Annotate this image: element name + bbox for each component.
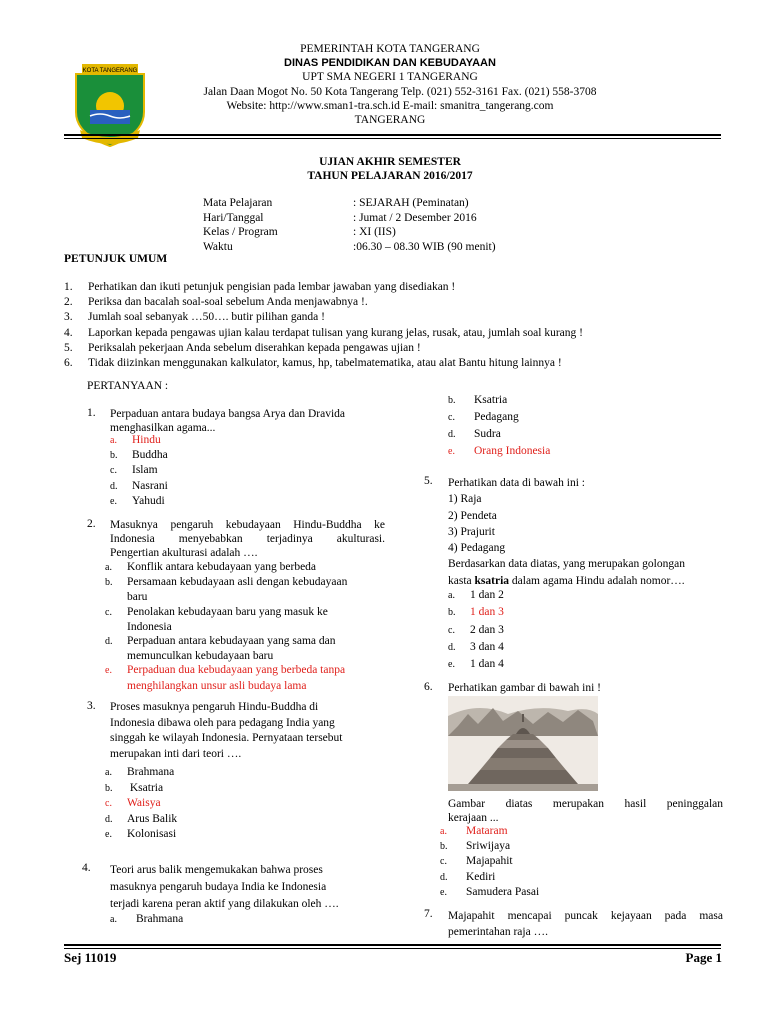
list-item: 5. Periksalah pekerjaan Anda sebelum diserahkan kepada pengawas ujian ! xyxy=(64,341,421,354)
option-d[interactable]: d. Nasrani xyxy=(110,479,168,492)
header-line6: TANGERANG xyxy=(354,114,426,126)
option-c[interactable]: c. Majapahit xyxy=(440,855,513,868)
question-4-options-continued xyxy=(448,392,550,460)
footer-divider-thin xyxy=(64,948,721,949)
list-item: 6. Tidak diizinkan menggunakan kalkulator, kamus, hp, tabelmatematika, atau alat Bantu hitung lainnya ! xyxy=(64,357,562,370)
question-text: 1) Raja xyxy=(448,493,482,506)
svg-text:KOTA TANGERANG: KOTA TANGERANG xyxy=(82,68,138,74)
kota-tangerang-logo xyxy=(72,60,148,150)
option-e[interactable]: e. Kolonisasi xyxy=(105,828,177,840)
option-b[interactable]: b. Buddha xyxy=(110,449,168,462)
option-c[interactable]: c. Islam xyxy=(110,464,158,477)
header-line2: DINAS PENDIDIKAN DAN KEBUDAYAAN xyxy=(284,57,496,69)
option-a[interactable]: a. Hindu xyxy=(110,434,161,446)
question-text: masuknya pengaruh budaya India ke Indonesia xyxy=(110,881,327,893)
question-text: singgah ke wilayah Indonesia. Pernyataan tersebut xyxy=(110,732,343,744)
question-text: Perpaduan antara budaya bangsa Arya dan Dravida xyxy=(110,408,346,420)
question-text: 2) Pendeta xyxy=(448,509,497,522)
option-e[interactable]: e. 1 dan 4 xyxy=(448,658,504,671)
petunjuk-list xyxy=(64,280,724,371)
option-b[interactable]: b. Sriwijaya xyxy=(440,840,511,853)
question-number: 1. xyxy=(87,407,96,419)
question-text: kerajaan ... xyxy=(448,812,499,825)
info-label: Waktu xyxy=(203,240,233,253)
option-e[interactable]: e. Orang Indonesia xyxy=(448,445,551,457)
petunjuk-heading: PETUNJUK UMUM xyxy=(64,253,168,265)
question-number: 7. xyxy=(424,908,433,920)
option-a[interactable]: a. Brahmana xyxy=(105,766,175,778)
question-number: 3. xyxy=(87,700,96,712)
info-label: Mata Pelajaran xyxy=(203,197,273,209)
header-line5: Website: http://www.sman1-tra.sch.id E-mail: smanitra_tangerang.com xyxy=(226,100,554,112)
list-item: 2. Periksa dan bacalah soal-soal sebelum Anda menjawabnya !. xyxy=(64,296,368,309)
header-divider-thick xyxy=(64,134,721,136)
question-text: Majapahit mencapai puncak kejayaan pada masa xyxy=(448,910,723,922)
option-c[interactable]: c. Penolakan kebudayaan baru yang masuk ke Indonesia xyxy=(105,605,328,633)
header-line1: PEMERINTAH KOTA TANGERANG xyxy=(300,43,480,55)
header-line4: Jalan Daan Mogot No. 50 Kota Tangerang Telp. (021) 552-3161 Fax. (021) 558-3708 xyxy=(203,86,597,98)
question-text: Indonesia menyebabkan terjadinya akulturasi. xyxy=(110,533,385,546)
option-b[interactable]: b. Persamaan kebudayaan asli dengan kebudayaan baru xyxy=(105,576,348,604)
question-text: terjadi karena peran aktif yang dilakukan oleh …. xyxy=(110,898,339,910)
list-item: 1. Perhatikan dan ikuti petunjuk pengisian pada lembar jawaban yang disediakan ! xyxy=(64,281,456,293)
option-a[interactable]: a. Mataram xyxy=(440,825,508,837)
option-a[interactable]: a. 1 dan 2 xyxy=(448,589,504,601)
option-b[interactable]: b. Ksatria xyxy=(105,781,164,794)
question-number: 5. xyxy=(424,475,433,487)
option-c[interactable]: c. Pedagang xyxy=(448,411,519,423)
question-text: Teori arus balik mengemukakan bahwa proses xyxy=(110,864,323,876)
header-divider-thin xyxy=(64,138,721,139)
option-a[interactable]: a. Konflik antara kebudayaan yang berbeda xyxy=(105,561,317,573)
question-text: Pengertian akulturasi adalah …. xyxy=(110,547,258,560)
question-number: 2. xyxy=(87,518,96,530)
info-value: : XI (IIS) xyxy=(353,226,396,238)
exam-title: UJIAN AKHIR SEMESTER xyxy=(319,156,461,168)
pertanyaan-heading: PERTANYAAN : xyxy=(87,380,169,392)
option-c[interactable]: c. Waisya xyxy=(105,797,161,809)
question-number: 6. xyxy=(424,681,433,693)
header-line3: UPT SMA NEGERI 1 TANGERANG xyxy=(302,71,478,83)
borobudur-temple-image xyxy=(448,696,598,791)
info-label: Kelas / Program xyxy=(203,226,278,238)
option-d[interactable]: d. Sudra xyxy=(448,428,501,440)
option-d[interactable]: d. 3 dan 4 xyxy=(448,640,504,653)
footer-code: Sej 11019 xyxy=(64,950,117,965)
question-text: menghasilkan agama... xyxy=(110,422,216,435)
info-value: : Jumat / 2 Desember 2016 xyxy=(353,211,477,224)
question-text: Indonesia dibawa oleh para pedagang India yang xyxy=(110,716,335,729)
page-number: Page 1 xyxy=(685,950,722,965)
question-text: 3) Prajurit xyxy=(448,525,495,538)
option-a[interactable]: a. Brahmana xyxy=(110,913,184,925)
option-e[interactable]: e. Perpaduan dua kebudayaan yang berbeda tanpa menghilangkan unsur asli budaya lama xyxy=(105,664,346,692)
option-d[interactable]: d. Arus Balik xyxy=(105,812,178,825)
list-item: 4. Laporkan kepada pengawas ujian kalau terdapat tulisan yang kurang jelas, rusak, atau, jumlah soal kurang ! xyxy=(64,326,583,339)
question-text: pemerintahan raja …. xyxy=(448,926,548,938)
question-text: Proses masuknya pengaruh Hindu-Buddha di xyxy=(110,701,319,713)
option-b[interactable]: b. Ksatria xyxy=(448,394,508,406)
option-d[interactable]: d. Perpaduan antara kebudayaan yang sama dan memunculkan kebudayaan baru xyxy=(105,635,336,663)
question-number: 4. xyxy=(82,862,91,874)
question-text: Gambar diatas merupakan hasil peninggalan xyxy=(448,798,723,810)
info-value: :06.30 – 08.30 WIB (90 menit) xyxy=(353,240,496,253)
option-d[interactable]: d. Kediri xyxy=(440,870,496,883)
info-value: : SEJARAH (Peminatan) xyxy=(353,197,469,209)
info-label: Hari/Tanggal xyxy=(203,211,264,224)
question-text: Berdasarkan data diatas, yang merupakan golongan xyxy=(448,558,685,571)
option-b[interactable]: b. 1 dan 3 xyxy=(448,606,504,619)
list-item: 3. Jumlah soal sebanyak …50…. butir pilihan ganda ! xyxy=(64,311,325,324)
option-e[interactable]: e. Samudera Pasai xyxy=(440,885,540,898)
exam-info xyxy=(203,196,496,254)
option-e[interactable]: e. Yahudi xyxy=(110,494,165,507)
question-text: Perhatikan data di bawah ini : xyxy=(448,477,586,489)
question-text: kasta ksatria dalam agama Hindu adalah nomor…. xyxy=(448,574,685,587)
question-text: Perhatikan gambar di bawah ini ! xyxy=(448,682,601,694)
footer-divider xyxy=(64,944,721,946)
question-text: 4) Pedagang xyxy=(448,542,506,555)
question-text: merupakan inti dari teori …. xyxy=(110,747,242,760)
option-c[interactable]: c. 2 dan 3 xyxy=(448,623,504,636)
exam-year: TAHUN PELAJARAN 2016/2017 xyxy=(307,170,473,182)
question-text: Masuknya pengaruh kebudayaan Hindu-Buddha ke xyxy=(110,519,385,531)
